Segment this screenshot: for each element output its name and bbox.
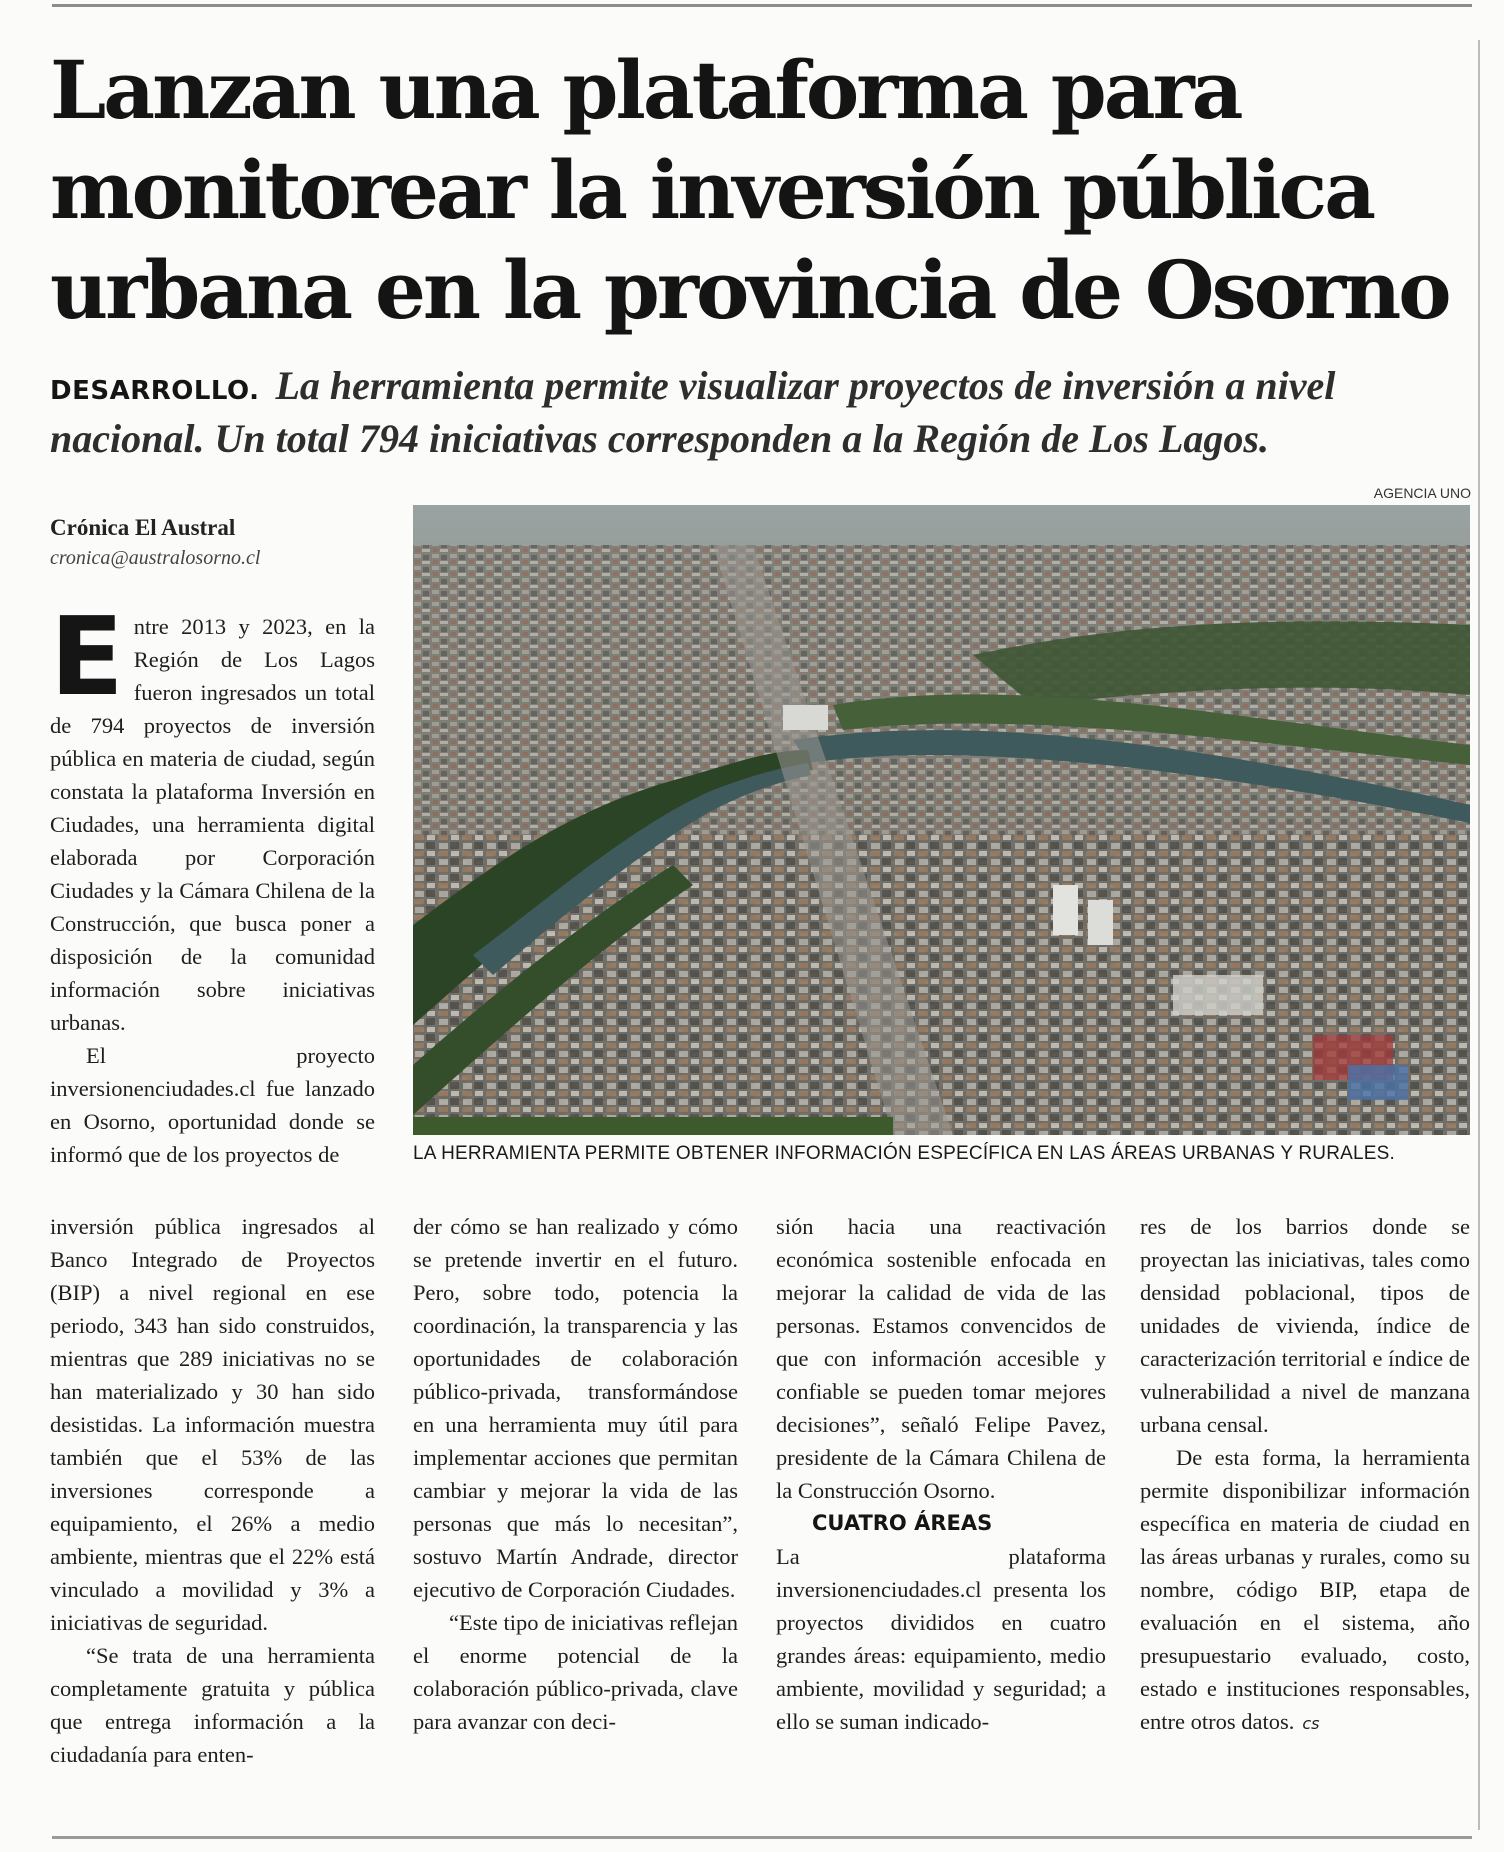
headline	[50, 40, 1470, 340]
headline-line-3: urbana en la provincia de Osorno	[50, 243, 1449, 337]
paragraph-6	[1140, 1441, 1470, 1740]
paragraph-2-continued: inversión pública ingresados al Banco Integrado de Proyectos (BIP) a nivel regional en ese periodo, 343 han sido construidos, mientras que 289 iniciativas no se han materializado y 30 han sido desistidas. La información muestra también que el 53% de las inversiones corresponde a equipamiento, el 26% a medio ambiente, mientras que el 22% está vinculado a movilidad y 3% a iniciativas de seguridad.	[50, 1214, 375, 1635]
drop-cap: E	[50, 595, 124, 720]
paragraph-5-continued: res de los barrios donde se proyectan las iniciativas, tales como densidad poblacional, tipos de unidades de vivienda, índice de caracterización territorial e índice de vulnerabilidad a nivel de manzana urbana censal.	[1140, 1214, 1470, 1437]
section-kicker: DESARROLLO.	[50, 376, 260, 406]
paragraph-6-text: De esta forma, la herramienta permite disponibilizar información específica en materia de ciudad en las áreas urbanas y rurales, como su nombre, código BIP, etapa de evaluación en el sistema, año presupuestario evaluado, costo, estado e instituciones responsables, entre otros datos.	[1140, 1445, 1470, 1734]
paragraph-4-start: “Este tipo de iniciativas reflejan el enorme potencial de la colaboración público-privada, clave para avanzar con deci-	[413, 1610, 738, 1734]
paragraph-2-start: El proyecto inversionenciudades.cl fue lanzado en Osorno, oportunidad donde se informó que de los proyectos de	[50, 1043, 375, 1167]
bottom-rule	[52, 1836, 1472, 1839]
paragraph-4-continued: sión hacia una reactivación económica sostenible enfocada en mejorar la calidad de vida de las personas. Estamos convencidos de que con información accesible y confiable se pueden tomar mejores decisiones”, señaló Felipe Pavez, presidente de la Cámara Chilena de la Construcción Osorno.	[776, 1214, 1106, 1503]
deck-text: La herramienta permite visualizar proyectos de inversión a nivel nacional. Un total 794 iniciativas corresponden a la Región de Los Lagos.	[50, 363, 1336, 461]
paragraph-1-text: ntre 2013 y 2023, en la Región de Los Lagos fueron ingresados un total de 794 proyectos de inversión pública en materia de ciudad, según constata la plataforma Inversión en Ciudades, una herramienta digital elaborada por Corporación Ciudades y la Cámara Chilena de la Construcción, que busca poner a disposición de la comunidad información sobre iniciativas urbanas.	[50, 614, 375, 1035]
body-column-2	[413, 1210, 738, 1738]
deck	[50, 362, 1470, 463]
paragraph-5-start: La plataforma inversionenciudades.cl presenta los proyectos divididos en cuatro grandes áreas: equipamiento, medio ambiente, movilidad y seguridad; a ello se suman indicado-	[776, 1544, 1106, 1734]
subhead: CUATRO ÁREAS	[812, 1511, 993, 1535]
top-rule	[52, 4, 1472, 7]
body-column-3	[776, 1210, 1106, 1738]
aerial-photo	[413, 505, 1470, 1135]
headline-line-1: Lanzan una plataforma para	[50, 43, 1241, 137]
column-rule	[1478, 40, 1480, 1830]
paragraph-1	[50, 595, 375, 1039]
body-column-1-bottom	[50, 1210, 375, 1771]
byline-email: cronica@australosorno.cl	[50, 547, 261, 569]
end-mark: cs	[1302, 1714, 1320, 1733]
body-column-1-top	[50, 595, 375, 1171]
photo-caption: LA HERRAMIENTA PERMITE OBTENER INFORMACIÓN ESPECÍFICA EN LAS ÁREAS URBANAS Y RURALES.	[413, 1143, 1396, 1164]
body-column-4	[1140, 1210, 1470, 1740]
photo-credit: AGENCIA UNO	[1373, 485, 1471, 501]
byline	[50, 515, 390, 570]
headline-line-2: monitorear la inversión pública	[50, 143, 1374, 237]
paragraph-3-continued: der cómo se han realizado y cómo se pretende invertir en el futuro. Pero, sobre todo, potencia la coordinación, la transparencia y las oportunidades de colaboración público-privada, transformándose en una herramienta muy útil para implementar acciones que permitan cambiar y mejorar la vida de las personas que más lo necesitan”, sostuvo Martín Andrade, director ejecutivo de Corporación Ciudades.	[413, 1214, 738, 1602]
paragraph-3-start: “Se trata de una herramienta completamente gratuita y pública que entrega información a la ciudadanía para enten-	[50, 1643, 375, 1767]
byline-author: Crónica El Austral	[50, 515, 236, 540]
